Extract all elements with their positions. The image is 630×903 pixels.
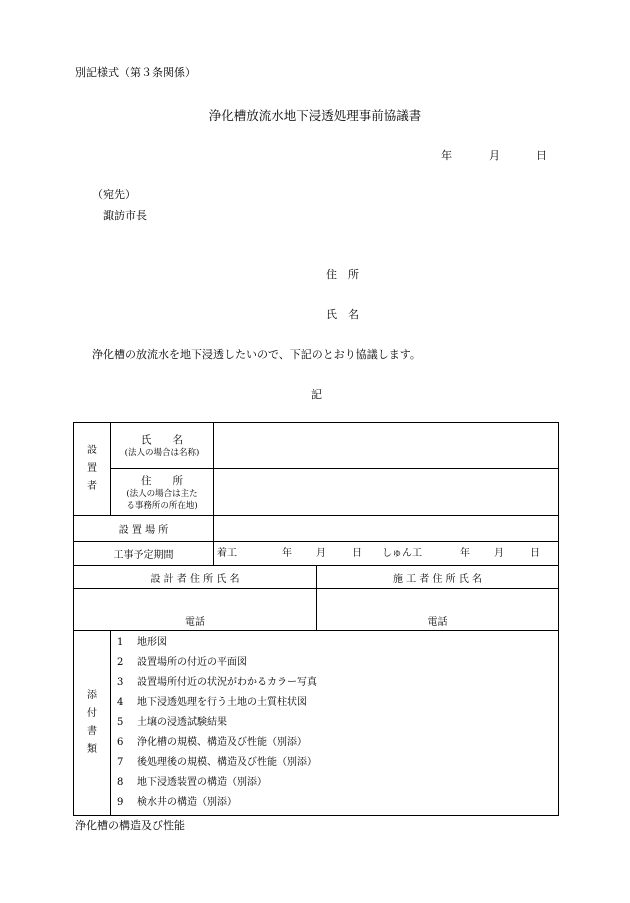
installer-address-label-cell (111, 469, 214, 516)
list-item (117, 753, 558, 773)
attachment-number: 2 (117, 657, 124, 668)
schedule-value[interactable] (214, 542, 559, 566)
attach-char-3: 書 (87, 726, 97, 737)
applicant-name-label: 氏 名 (326, 308, 359, 321)
list-item (117, 733, 558, 753)
builder-header: 施 工 者 住 所 氏 名 (392, 573, 483, 585)
list-item (117, 693, 558, 713)
installer-char-1: 設 (87, 445, 97, 456)
site-label-cell (74, 516, 214, 542)
attachment-text: 地下浸透装置の構造（別添） (137, 777, 267, 788)
start-year-label: 年 (282, 547, 292, 559)
attach-char-1: 添 (87, 690, 97, 701)
end-label: しゅん工 (382, 547, 422, 559)
start-label: 着工 (217, 547, 237, 559)
start-month-label: 月 (316, 547, 326, 559)
builder-value[interactable] (317, 589, 559, 631)
installer-char-2: 置 (87, 463, 97, 474)
list-item (117, 793, 558, 813)
attach-char-4: 類 (87, 744, 97, 755)
builder-tel-label: 電話 (427, 616, 448, 628)
attachment-number: 7 (117, 757, 124, 768)
list-item (117, 633, 558, 653)
list-item (117, 653, 558, 673)
body-text: 浄化槽の放流水を地下浸透したいので、下記のとおり協議します。 (92, 348, 421, 361)
installer-address-note-2: る事務所の所在地) (126, 500, 198, 511)
schedule-label: 工事予定期間 (113, 550, 174, 561)
installer-address-value[interactable] (214, 469, 559, 516)
installer-name-note: (法人の場合は名称) (124, 448, 200, 458)
ki-label: 記 (311, 388, 322, 401)
installer-address-label: 住 所 (141, 474, 183, 487)
addressee: 諏訪市長 (103, 209, 147, 222)
installer-name-label: 氏 名 (141, 434, 183, 446)
attachment-number: 3 (117, 677, 124, 688)
end-year-label: 年 (460, 547, 470, 559)
attachment-text: 土壌の浸透試験結果 (137, 717, 227, 728)
attachment-number: 9 (117, 797, 124, 808)
list-item (117, 713, 558, 733)
installer-name-label-cell (111, 423, 214, 469)
addressee-label: （宛先） (92, 188, 136, 201)
contractor-header-row (74, 566, 559, 589)
attachment-number: 4 (117, 697, 124, 708)
attachments-label-cell (74, 631, 111, 816)
footer-text: 浄化槽の構造及び性能 (75, 819, 185, 832)
installer-name-value[interactable] (214, 423, 559, 469)
attachment-text: 浄化槽の規模、構造及び性能（別添） (137, 737, 307, 748)
attachment-number: 8 (117, 777, 124, 788)
site-value[interactable] (214, 516, 559, 542)
schedule-label-cell (74, 542, 214, 566)
application-table (73, 422, 559, 816)
list-item (117, 773, 558, 793)
schedule-row (74, 542, 559, 566)
designer-tel-label: 電話 (185, 616, 205, 628)
attachment-text: 地下浸透処理を行う土地の土質柱状図 (137, 697, 307, 708)
site-row (74, 516, 559, 542)
attachment-text: 地形図 (137, 637, 167, 648)
applicant-address-label: 住 所 (326, 268, 359, 281)
date-day-label: 日 (536, 149, 547, 162)
end-day-label: 日 (530, 547, 540, 559)
installer-address-row (74, 469, 559, 516)
builder-header-cell (317, 566, 559, 589)
installer-char-3: 者 (87, 481, 97, 492)
attachments-list (111, 631, 559, 816)
installer-name-row (74, 423, 559, 469)
list-item (117, 673, 558, 693)
site-label: 設 置 場 所 (118, 525, 169, 536)
contractor-value-row (74, 589, 559, 631)
designer-header: 設 計 者 住 所 氏 名 (150, 573, 240, 585)
designer-header-cell (74, 566, 317, 589)
start-day-label: 日 (352, 547, 362, 559)
attachments-row (74, 631, 559, 816)
end-month-label: 月 (494, 547, 504, 559)
installer-cell (74, 423, 111, 516)
attachment-text: 検水井の構造（別添） (137, 797, 237, 808)
designer-value[interactable] (74, 589, 317, 631)
attachment-number: 6 (117, 737, 124, 748)
attachment-number: 5 (117, 717, 124, 728)
installer-address-note-1: (法人の場合は主た (126, 488, 198, 499)
attach-char-2: 付 (87, 708, 97, 719)
attachment-text: 設置場所付近の状況がわかるカラー写真 (137, 677, 317, 688)
attachment-text: 設置場所の付近の平面図 (137, 657, 247, 668)
date-month-label: 月 (489, 149, 500, 162)
attachment-text: 後処理後の規模、構造及び性能（別添） (137, 757, 317, 768)
form-label: 別記様式（第３条関係） (75, 66, 196, 79)
document-title: 浄化槽放流水地下浸透処理事前協議書 (208, 108, 422, 123)
attachment-number: 1 (117, 637, 124, 648)
date-year-label: 年 (441, 149, 452, 162)
